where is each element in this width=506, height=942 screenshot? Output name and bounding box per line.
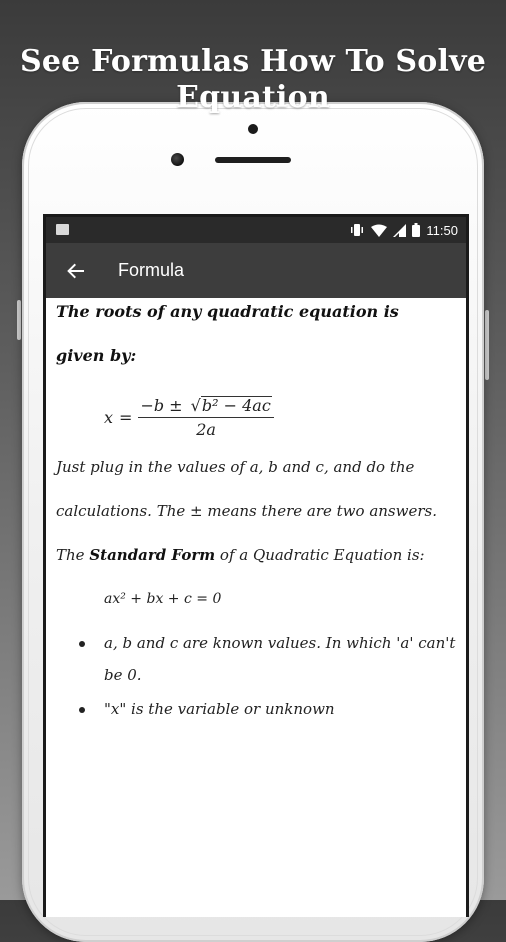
- standard-form-bold: Standard Form: [89, 546, 216, 564]
- standard-form-suffix: of a Quadratic Equation is:: [215, 546, 425, 564]
- intro-line-1: The roots of any quadratic equation is: [56, 302, 399, 321]
- formula-denominator: 2a: [196, 419, 216, 439]
- promo-title: [0, 44, 506, 116]
- formula-radicand: b² − 4ac: [201, 395, 271, 415]
- status-time: 11:50: [426, 222, 458, 238]
- phone-side-button-left: [17, 300, 21, 340]
- image-notification-icon: [56, 224, 69, 235]
- signal-icon: [393, 224, 406, 237]
- standard-form-prefix: The: [56, 546, 90, 564]
- formula-sqrt: [191, 396, 272, 415]
- app-bar-title: Formula: [118, 260, 185, 280]
- formula-equals: =: [119, 407, 133, 427]
- bullet-2-line-1: "x" is the variable or unknown: [104, 700, 335, 718]
- formula-lhs: x: [104, 407, 114, 427]
- front-camera: [171, 153, 184, 166]
- arrow-left-icon[interactable]: [62, 257, 90, 285]
- app-bar: [46, 243, 466, 298]
- proximity-sensor: [248, 124, 258, 134]
- promo-title-line-2: Equation: [176, 80, 330, 115]
- status-icons: [349, 217, 458, 243]
- vibrate-icon: [349, 223, 365, 237]
- formula-fraction: [138, 396, 273, 439]
- bullet-1-line-1: a, b and c are known values. In which 'a' can't: [104, 634, 456, 652]
- phone-side-button-right: [485, 310, 489, 380]
- sqrt-symbol: √: [190, 395, 201, 415]
- earpiece-speaker: [215, 157, 291, 163]
- battery-icon: [412, 223, 420, 237]
- bullet-dot-2: [79, 707, 85, 713]
- bullet-1-line-2: be 0.: [104, 666, 142, 684]
- paragraph-line-1: Just plug in the values of a, b and c, and do the: [56, 458, 415, 476]
- bullet-dot-1: [79, 641, 85, 647]
- formula-numerator-prefix: −b ±: [140, 395, 188, 415]
- standard-form-equation: ax² + bx + c = 0: [104, 591, 222, 607]
- status-bar: [46, 217, 466, 243]
- wifi-icon: [371, 224, 387, 237]
- paragraph-line-2: calculations. The ± means there are two answers.: [56, 502, 437, 520]
- promo-title-line-1: See Formulas How To Solve: [19, 44, 487, 79]
- phone-screen: [43, 214, 469, 917]
- intro-line-2: given by:: [56, 346, 137, 365]
- standard-form-line: [56, 546, 425, 564]
- formula-numerator: [138, 396, 273, 418]
- quadratic-formula: [104, 394, 274, 440]
